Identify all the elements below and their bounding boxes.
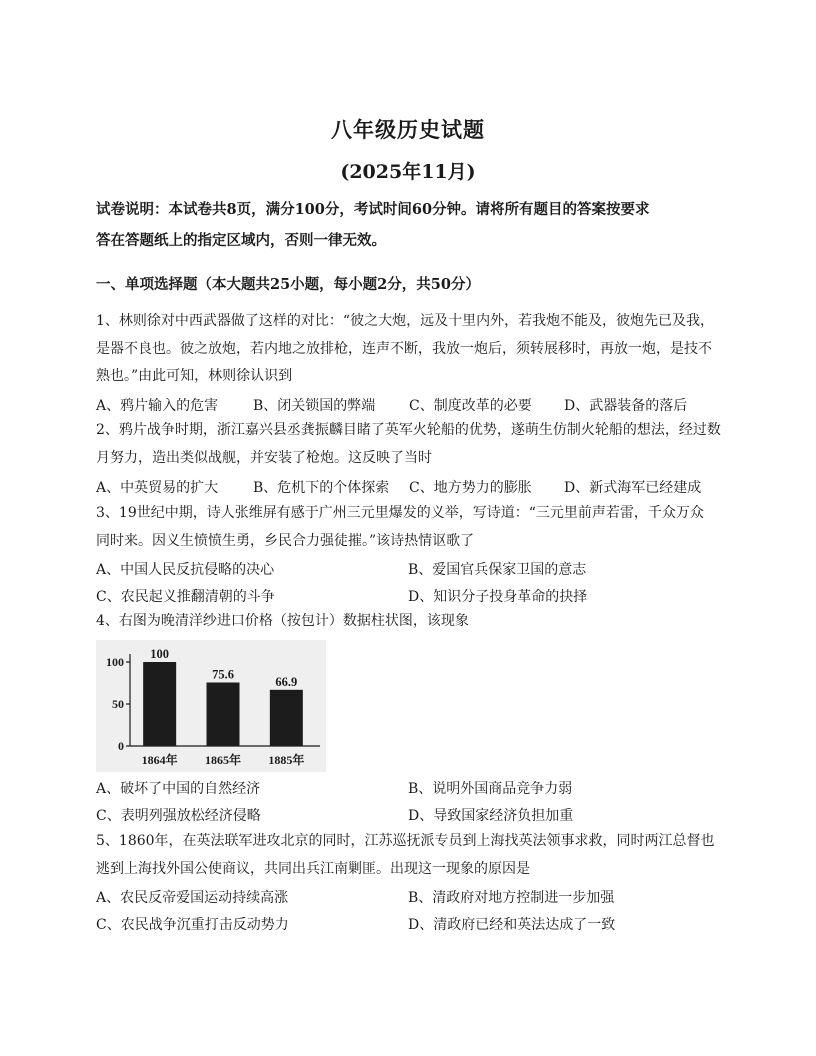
question-2-options	[96, 477, 722, 497]
option-a[interactable]: A、破坏了中国的自然经济	[96, 781, 261, 797]
question-text-line: 3、19世纪中期，诗人张维屏有感于广州三元里爆发的义举，写诗道：“三元里前声若雷，千众万众	[96, 505, 704, 521]
option-a[interactable]: A、中国人民反抗侵略的决心	[96, 562, 275, 578]
question-5	[96, 828, 722, 883]
question-text-line: 2、鸦片战争时期，浙江嘉兴县丞龚振麟目睹了英军火轮船的优势，遂萌生仿制火轮船的想法，经过数	[96, 422, 721, 438]
x-tick-label: 1865年	[204, 753, 242, 767]
bar-chart-svg	[96, 640, 326, 772]
option-c[interactable]: C、地方势力的膨胀	[409, 480, 532, 496]
option-a[interactable]: A、农民反帝爱国运动持续高涨	[96, 890, 289, 906]
bar	[207, 682, 240, 746]
question-text-line: 5、1860年，在英法联军进攻北京的同时，江苏巡抚派专员到上海找英法领事求救，同时两江总督也	[96, 833, 715, 849]
option-d[interactable]: D、清政府已经和英法达成了一致	[408, 917, 616, 933]
section-heading: 一、单项选择题（本大题共25小题，每小题2分，共50分）	[96, 276, 480, 293]
option-c[interactable]: C、农民起义推翻清朝的斗争	[96, 589, 275, 605]
y-tick-label: 100	[106, 655, 124, 669]
question-1-options	[96, 395, 722, 415]
option-d[interactable]: D、武器装备的落后	[564, 398, 688, 414]
option-c[interactable]: C、制度改革的必要	[409, 398, 532, 414]
option-b[interactable]: B、爱国官兵保家卫国的意志	[408, 562, 587, 578]
question-text-line: 1、林则徐对中西武器做了这样的对比：“彼之大炮，远及十里内外，若我炮不能及，彼炮先已及我，	[96, 313, 715, 329]
option-c[interactable]: C、表明列强放松经济侵略	[96, 808, 261, 824]
question-text-line: 是器不良也。彼之放炮，若内地之放排枪，连声不断，我放一炮后，须转展移时，再放一炮，是技不	[96, 340, 712, 357]
option-b[interactable]: B、闭关锁国的弊端	[253, 398, 376, 414]
x-tick-label: 1864年	[141, 753, 178, 767]
question-4	[96, 608, 722, 636]
option-d[interactable]: D、新式海军已经建成	[564, 480, 702, 496]
question-1	[96, 308, 722, 391]
question-3	[96, 500, 722, 555]
option-d[interactable]: D、知识分子投身革命的抉择	[408, 589, 588, 605]
instructions	[96, 194, 726, 256]
instructions-line-2: 答在答题纸上的指定区域内，否则一律无效。	[96, 232, 386, 249]
data-label: 100	[150, 647, 170, 661]
option-a[interactable]: A、中英贸易的扩大	[96, 480, 219, 496]
instructions-line-1: 试卷说明：本试卷共8页，满分100分，考试时间60分钟。请将所有题目的答案按要求	[96, 201, 650, 218]
option-c[interactable]: C、农民战争沉重打击反动势力	[96, 917, 289, 933]
exam-date: (2025年11月)	[340, 161, 476, 183]
x-tick-label: 1885年	[268, 753, 305, 767]
question-2	[96, 417, 722, 472]
question-text-line: 4、右图为晚清洋纱进口价格（按包计）数据柱状图，该现象	[96, 613, 469, 629]
exam-title: 八年级历史试题	[331, 117, 485, 142]
data-label: 75.6	[212, 667, 234, 682]
bar	[270, 690, 303, 746]
y-tick-label: 50	[112, 697, 124, 711]
option-b[interactable]: B、说明外国商品竞争力弱	[408, 781, 573, 797]
bar	[143, 662, 176, 746]
option-a[interactable]: A、鸦片输入的危害	[96, 398, 219, 414]
option-b[interactable]: B、清政府对地方控制进一步加强	[408, 890, 615, 906]
data-label: 66.9	[275, 674, 298, 689]
option-d[interactable]: D、导致国家经济负担加重	[408, 808, 574, 824]
chart-marks	[106, 647, 304, 767]
import-price-bar-chart	[96, 640, 326, 772]
question-text-line: 同时来。因义生愤愤生勇，乡民合力强徒摧。”该诗热情讴歌了	[96, 532, 475, 549]
y-tick-label: 0	[118, 739, 124, 753]
question-text-line: 逃到上海找外国公使商议，共同出兵江南剿匪。出现这一现象的原因是	[96, 860, 530, 877]
option-b[interactable]: B、危机下的个体探索	[253, 480, 390, 496]
question-text-line: 熟也。”由此可知，林则徐认识到	[96, 368, 293, 384]
question-text-line: 月努力，造出类似战舰，并安装了枪炮。这反映了当时	[96, 449, 432, 466]
